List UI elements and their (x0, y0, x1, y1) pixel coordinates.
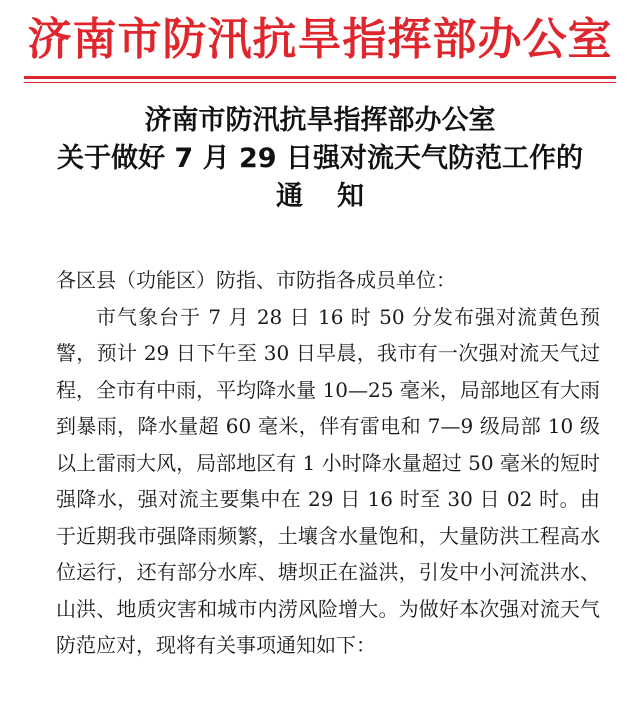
letterhead-title: 济南市防汛抗旱指挥部办公室 (27, 14, 613, 65)
title-line-2: 关于做好 7 月 29 日强对流天气防范工作的 (57, 143, 583, 174)
notice-title (0, 102, 640, 216)
letterhead-rule-thin (24, 82, 616, 83)
letterhead-rule-thick (24, 76, 616, 79)
title-line-1: 济南市防汛抗旱指挥部办公室 (144, 105, 496, 136)
body-paragraph: 市气象台于 7 月 28 日 16 时 50 分发布强对流黄色预警，预计 29 日下午至 30 日早晨，我市有一次强对流天气过程，全市有中雨，平均降水量 10—25 毫米，局部地区有大雨到暴雨，降水量超 60 毫米，伴有雷电和 7—9 级局部 10 级以上雷雨大风，局部地区有 1 小时降水量超过 50 毫米的短时强降水，强对流主要集中在 29 日 16 时至 30 日 02 时。由于近期我市强降雨频繁，土壤含水量饱和，大量防洪工程高水位运行，还有部分水库、塘坝正在溢洪，引发中小河流洪水、山洪、地质灾害和城市内涝风险增大。为做好本次强对流天气防范应对，现将有关事项通知如下： (56, 304, 600, 657)
title-line-3: 通知 (276, 181, 398, 212)
notice-body (56, 262, 600, 664)
salutation: 各区县（功能区）防指、市防指各成员单位： (56, 268, 456, 292)
